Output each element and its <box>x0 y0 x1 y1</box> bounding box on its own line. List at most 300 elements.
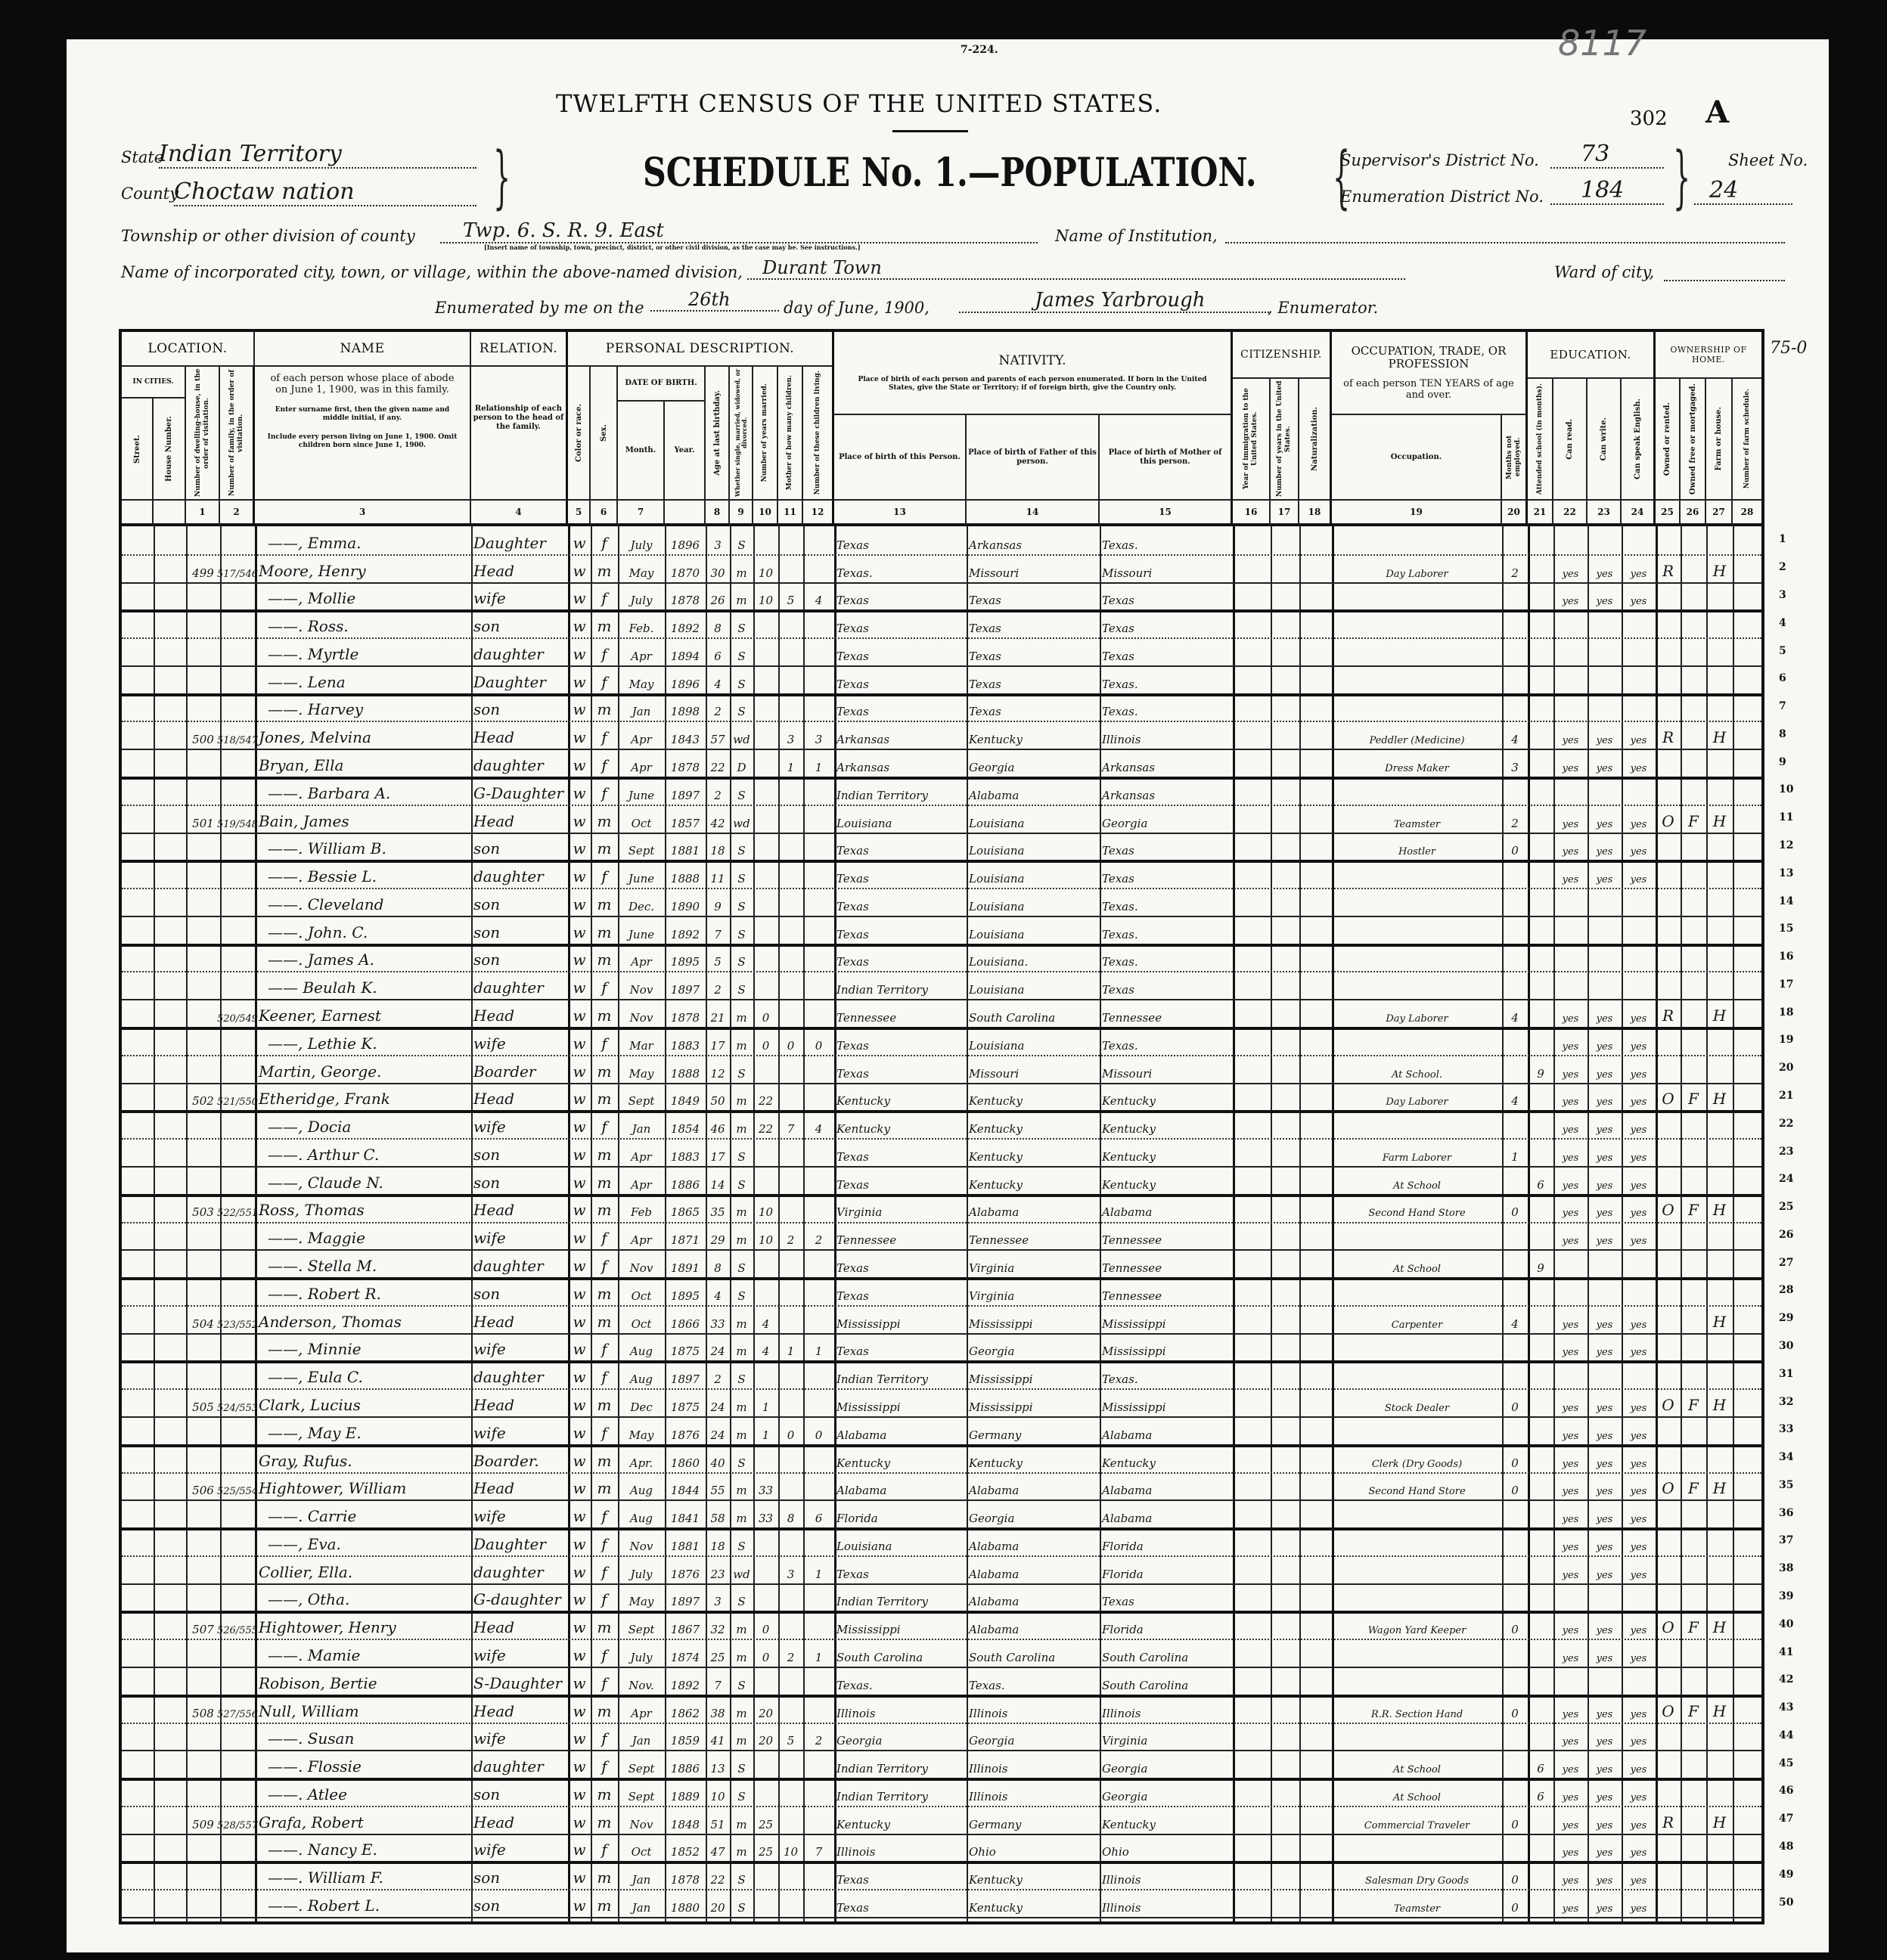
cell-mc: 10 <box>783 1845 799 1859</box>
header-name: NAME <box>255 332 471 367</box>
cell-rel: daughter <box>473 1562 544 1581</box>
enumerated-day[interactable]: 26th <box>650 289 779 312</box>
row-number: 43 <box>1779 1701 1794 1714</box>
cell-mo: Apr <box>631 1177 652 1192</box>
cell-ms: m <box>736 1122 747 1137</box>
cell-own: O <box>1662 1479 1674 1498</box>
cell-mo: Apr <box>631 649 652 663</box>
cell-sch <box>1530 1305 1551 1333</box>
cell-wr <box>1590 1249 1619 1277</box>
ward-label: Ward of city, <box>1554 263 1655 281</box>
cell-bf: Alabama <box>969 1623 1020 1637</box>
cell-bp: Texas <box>836 1344 869 1359</box>
cell-mc <box>781 833 801 861</box>
column-number: 17 <box>1271 501 1299 526</box>
state-field[interactable]: Indian Territory <box>159 141 476 169</box>
cell-own <box>1658 1723 1678 1751</box>
column-divider <box>1681 526 1682 1921</box>
cell-fm <box>1683 1667 1704 1695</box>
header-years-in-us: Number of years in the United States. <box>1271 379 1299 501</box>
title-rule <box>892 130 968 132</box>
header-age: Age at last birthday. <box>706 367 730 501</box>
cell-occ: Day Laborer <box>1386 568 1448 580</box>
township-field[interactable]: Twp. 6. S. R. 9. East <box>440 219 1038 243</box>
cell-mo: Jan <box>632 1873 651 1887</box>
ward-field[interactable] <box>1664 278 1785 281</box>
cell-ms: m <box>736 1706 747 1720</box>
cell-ms: m <box>736 1623 747 1637</box>
cell-own <box>1658 1305 1678 1333</box>
cell-mu <box>1504 916 1525 944</box>
cell-en: yes <box>1630 846 1647 858</box>
cell-wr <box>1590 944 1619 972</box>
cell-mo: June <box>628 927 655 941</box>
cell-mc: 1 <box>787 761 795 774</box>
cell-rd: yes <box>1562 1847 1579 1859</box>
cell-rd: yes <box>1562 1486 1579 1498</box>
cell-sex: f <box>601 1562 607 1581</box>
cell-en: yes <box>1630 1652 1647 1664</box>
column-number: 6 <box>591 501 618 526</box>
cell-fm <box>1683 999 1704 1027</box>
cell-sex: f <box>601 533 607 552</box>
cell-name: Bain, James <box>259 811 349 830</box>
cell-wr <box>1590 916 1619 944</box>
cell-mo: Jan <box>632 1122 651 1137</box>
cell-bf: Alabama <box>969 1484 1020 1498</box>
cell-rel: Daughter <box>473 1534 546 1553</box>
cell-rd: yes <box>1562 1347 1579 1359</box>
cell-rel: Head <box>473 561 515 580</box>
cell-fh <box>1709 1889 1730 1917</box>
cell-own: R <box>1662 1006 1674 1025</box>
row-number: 13 <box>1779 867 1794 879</box>
cell-fm <box>1683 1806 1704 1834</box>
header-owned-free: Owned free or mortgaged. <box>1681 379 1706 501</box>
cell-ym <box>756 526 776 554</box>
cell-own <box>1658 1499 1678 1527</box>
supervisor-field[interactable]: 73 <box>1550 141 1664 169</box>
cell-own <box>1658 944 1678 972</box>
cell-name: Keener, Earnest <box>259 1006 381 1025</box>
cell-cl <box>805 1611 832 1639</box>
cell-sch <box>1530 1222 1551 1250</box>
row-number: 34 <box>1779 1451 1794 1464</box>
cell-sch <box>1530 1388 1551 1416</box>
cell-mo: Apr. <box>629 1456 653 1470</box>
cell-mc <box>781 777 801 805</box>
cell-bm: Texas. <box>1102 955 1138 969</box>
cell-col: w <box>573 617 586 636</box>
cell-ym <box>756 1861 776 1889</box>
cell-bm: Texas. <box>1102 899 1138 913</box>
cell-bp: Louisiana <box>836 1539 892 1553</box>
row-number: 16 <box>1779 951 1794 963</box>
cell-ms: S <box>737 983 746 997</box>
cell-sex: f <box>601 1534 607 1553</box>
cell-mc <box>781 1055 801 1083</box>
cell-fm <box>1683 721 1704 749</box>
cell-cl <box>805 916 832 944</box>
cell-bm: Alabama <box>1102 1512 1153 1526</box>
row-number: 35 <box>1779 1478 1794 1491</box>
cell-rel: Head <box>473 1701 515 1720</box>
cell-bf: Mississippi <box>969 1400 1033 1414</box>
cell-mc <box>781 1444 801 1472</box>
cell-en: yes <box>1630 1486 1647 1498</box>
cell-age: 55 <box>710 1484 725 1498</box>
cell-ym <box>756 721 776 749</box>
cell-fam <box>222 1861 253 1889</box>
cell-rel: son <box>473 1785 501 1803</box>
cell-name: ——, Emma. <box>268 533 362 552</box>
cell-rd: yes <box>1562 1819 1579 1831</box>
sheet-field[interactable]: 24 <box>1694 177 1792 205</box>
cell-bf: Louisiana. <box>969 955 1029 969</box>
cell-rd: yes <box>1562 1152 1579 1164</box>
cell-cl <box>805 777 832 805</box>
cell-mo: May <box>628 1066 654 1081</box>
row-number: 2 <box>1779 561 1786 574</box>
cell-fm <box>1683 1055 1704 1083</box>
cell-ym: 10 <box>758 566 774 580</box>
cell-ym: 25 <box>758 1817 774 1831</box>
row-number: 17 <box>1779 978 1794 991</box>
row-number: 23 <box>1779 1145 1794 1158</box>
cell-ms: m <box>736 1428 747 1442</box>
row-number: 12 <box>1779 839 1794 851</box>
cell-fm <box>1683 1527 1704 1555</box>
cell-fh <box>1709 1639 1730 1667</box>
cell-name: ——, Eula C. <box>268 1368 363 1387</box>
page-number: 302 <box>1630 107 1668 130</box>
cell-yr: 1897 <box>670 983 700 997</box>
cell-fm <box>1683 1166 1704 1194</box>
column-number: 24 <box>1622 501 1656 526</box>
cell-ym <box>756 1555 776 1583</box>
cell-rel: Head <box>473 1479 515 1498</box>
cell-sex: f <box>601 1645 607 1664</box>
cell-age: 33 <box>710 1316 725 1331</box>
cell-name: Anderson, Thomas <box>259 1312 402 1331</box>
cell-rel: son <box>473 617 501 636</box>
row-number: 50 <box>1779 1896 1794 1909</box>
cell-ms: S <box>737 1289 746 1303</box>
column-number: 13 <box>834 501 967 526</box>
cell-own <box>1658 1277 1678 1305</box>
cell-cl <box>805 805 832 833</box>
cell-sex: m <box>597 1618 612 1637</box>
cell-cl <box>805 1083 832 1111</box>
cell-ym: 25 <box>758 1845 774 1859</box>
institution-field[interactable] <box>1225 240 1785 243</box>
cell-bm: South Carolina <box>1102 1650 1189 1664</box>
cell-ym <box>756 1583 776 1611</box>
cell-ms: m <box>736 1512 747 1526</box>
cell-fh <box>1709 777 1730 805</box>
cell-occ <box>1334 971 1500 999</box>
cell-age: 47 <box>710 1845 725 1859</box>
cell-fh: H <box>1712 1618 1727 1637</box>
cell-rel: daughter <box>473 644 544 663</box>
row-number: 44 <box>1779 1729 1794 1741</box>
cell-ym <box>756 1527 776 1555</box>
cell-fm <box>1683 1027 1704 1055</box>
cell-mc <box>781 805 801 833</box>
cell-col: w <box>573 1673 586 1692</box>
cell-wr: yes <box>1596 735 1613 747</box>
row-number: 24 <box>1779 1173 1794 1186</box>
row-number: 10 <box>1779 783 1794 796</box>
cell-occ <box>1334 1583 1500 1611</box>
cell-fh <box>1709 1750 1730 1778</box>
cell-mu <box>1504 860 1525 888</box>
cell-ms: m <box>736 1400 747 1414</box>
cell-bp: Tennessee <box>836 1233 897 1248</box>
cell-own <box>1658 1778 1678 1806</box>
cell-mu <box>1504 665 1525 693</box>
column-divider <box>1502 526 1504 1921</box>
cell-en: yes <box>1630 763 1647 774</box>
cell-occ: Hostler <box>1398 846 1436 858</box>
cell-bf: Texas <box>969 622 1001 636</box>
cell-name: Martin, George. <box>259 1062 382 1081</box>
cell-bm: Kentucky <box>1102 1094 1156 1109</box>
cell-mo: Dec <box>630 1400 653 1414</box>
cell-en: yes <box>1630 1514 1647 1526</box>
cell-bm: Texas <box>1102 594 1134 608</box>
cell-rel: Head <box>473 811 515 830</box>
right-close-brace: } <box>1673 138 1691 217</box>
cell-ms: S <box>737 1149 746 1164</box>
cell-bf: Louisiana <box>969 927 1025 941</box>
cell-sch: 6 <box>1537 1762 1544 1776</box>
cell-fam: 517/546 <box>217 568 259 580</box>
cell-fm <box>1683 1416 1704 1444</box>
cell-sch <box>1530 777 1551 805</box>
cell-mo: Apr <box>631 761 652 774</box>
cell-bp: Indian Territory <box>836 1372 928 1387</box>
cell-wr: yes <box>1596 1319 1613 1331</box>
cell-fam <box>222 1583 253 1611</box>
cell-fh: H <box>1712 1395 1727 1414</box>
cell-yr: 1892 <box>670 1678 700 1692</box>
cell-ms: m <box>736 1094 747 1109</box>
column-number: 22 <box>1553 501 1588 526</box>
row-number: 41 <box>1779 1645 1794 1658</box>
cell-dw <box>188 1166 218 1194</box>
cell-ym <box>756 749 776 777</box>
cell-sex: f <box>601 728 607 747</box>
cell-fh <box>1709 582 1730 610</box>
cell-fam: 520/549 <box>217 1013 259 1025</box>
column-number: 10 <box>753 501 778 526</box>
cell-name: ——, Eva. <box>268 1534 341 1553</box>
cell-cl <box>805 665 832 693</box>
cell-sch: 9 <box>1537 1066 1544 1081</box>
cell-en <box>1624 888 1653 916</box>
cell-ms: S <box>737 1539 746 1553</box>
cell-ms: wd <box>733 1567 750 1581</box>
cell-fh <box>1709 1360 1730 1388</box>
cell-mc <box>781 1194 801 1222</box>
cell-dw <box>188 971 218 999</box>
cell-age: 24 <box>710 1400 725 1414</box>
cell-mu <box>1504 1667 1525 1695</box>
cell-occ: Second Hand Store <box>1368 1208 1466 1220</box>
cell-sex: m <box>597 1145 612 1164</box>
cell-name: ——. Stella M. <box>268 1257 377 1276</box>
cell-bf: Kentucky <box>969 1122 1023 1137</box>
cell-sex: m <box>597 1006 612 1025</box>
row-number: 49 <box>1779 1868 1794 1881</box>
cell-dw <box>188 1889 218 1917</box>
cell-col: w <box>573 1006 586 1025</box>
cell-age: 3 <box>714 538 722 552</box>
cell-rd: yes <box>1562 1736 1579 1748</box>
city-field[interactable]: Durant Town <box>747 257 1405 280</box>
cell-bf: Missouri <box>969 1066 1020 1081</box>
cell-mc <box>781 526 801 554</box>
sheet-letter: A <box>1705 95 1730 130</box>
cell-en <box>1624 526 1653 554</box>
cell-mc <box>781 1750 801 1778</box>
cell-cl <box>805 609 832 637</box>
cell-mu: 4 <box>1511 1011 1519 1025</box>
cell-occ <box>1334 1527 1500 1555</box>
cell-ym <box>756 609 776 637</box>
cell-fm <box>1683 1138 1704 1166</box>
cell-bf: Louisiana <box>969 899 1025 913</box>
cell-ym: 0 <box>762 1038 770 1053</box>
cell-rel: Head <box>473 728 515 747</box>
cell-rel: wife <box>473 1423 506 1442</box>
cell-bf: Tennessee <box>969 1233 1029 1248</box>
cell-fam <box>222 1027 253 1055</box>
cell-fh: H <box>1712 561 1727 580</box>
cell-fh <box>1709 1277 1730 1305</box>
cell-fam <box>222 1444 253 1472</box>
cell-age: 30 <box>710 566 725 580</box>
enumeration-field[interactable]: 184 <box>1550 177 1664 205</box>
cell-en <box>1624 777 1653 805</box>
cell-fam <box>222 1222 253 1250</box>
cell-name: Hightower, William <box>259 1479 407 1498</box>
cell-ym <box>756 1138 776 1166</box>
cell-col: w <box>573 895 586 913</box>
cell-yr: 1878 <box>670 1873 700 1887</box>
cell-rd <box>1556 609 1585 637</box>
cell-occ: At School <box>1393 1791 1441 1803</box>
cell-name: ——. Myrtle <box>268 644 359 663</box>
cell-name: Robison, Bertie <box>259 1673 377 1692</box>
cell-sex: f <box>601 756 607 774</box>
cell-name: ——, Otha. <box>268 1590 350 1609</box>
cell-occ <box>1334 665 1500 693</box>
cell-wr <box>1590 1583 1619 1611</box>
cell-en <box>1624 1249 1653 1277</box>
cell-ym: 22 <box>758 1094 774 1109</box>
cell-own <box>1658 860 1678 888</box>
enumerator-name[interactable]: James Yarbrough <box>959 289 1269 313</box>
cell-en: yes <box>1630 735 1647 747</box>
cell-rd <box>1556 916 1585 944</box>
cell-en: yes <box>1630 1347 1647 1359</box>
cell-cl <box>805 1249 832 1277</box>
cell-dw <box>188 526 218 554</box>
cell-mo: Sept <box>628 1623 655 1637</box>
cell-sch <box>1530 1333 1551 1361</box>
cell-dw <box>188 1861 218 1889</box>
cell-bf: Louisiana <box>969 844 1025 858</box>
cell-ym: 0 <box>762 1011 770 1025</box>
cell-col: w <box>573 923 586 941</box>
cell-dw <box>188 1667 218 1695</box>
enumerated-middle: day of June, 1900, <box>784 299 930 317</box>
column-number: 21 <box>1528 501 1553 526</box>
column-divider <box>1271 526 1272 1921</box>
cell-rd: yes <box>1562 1652 1579 1664</box>
cell-col: w <box>573 1368 586 1387</box>
cell-mo: Aug <box>629 1372 653 1387</box>
cell-cl <box>805 1472 832 1500</box>
cell-age: 4 <box>714 677 722 691</box>
cell-mo: June <box>628 872 655 886</box>
cell-cl: 2 <box>815 1233 823 1248</box>
cell-mu <box>1504 1583 1525 1611</box>
cell-rd: yes <box>1562 1458 1579 1470</box>
cell-bp: Texas. <box>836 1678 873 1692</box>
cell-name: ——. Flossie <box>268 1757 362 1776</box>
cell-col: w <box>573 1118 586 1137</box>
cell-occ <box>1334 582 1500 610</box>
cell-wr: yes <box>1596 1875 1613 1887</box>
cell-mo: Feb. <box>628 622 654 636</box>
cell-yr: 1895 <box>670 1289 700 1303</box>
cell-mu <box>1504 1027 1525 1055</box>
cell-wr: yes <box>1596 1652 1613 1664</box>
cell-bm: Texas. <box>1102 1038 1138 1053</box>
row-number: 42 <box>1779 1673 1794 1686</box>
cell-en <box>1624 1583 1653 1611</box>
cell-sch <box>1530 944 1551 972</box>
cell-cl: 1 <box>815 761 823 774</box>
city-label: Name of incorporated city, town, or village, within the above-named division, <box>121 263 743 281</box>
cell-mu <box>1504 693 1525 721</box>
cell-fam <box>222 1333 253 1361</box>
cell-mo: Oct <box>631 1289 652 1303</box>
cell-fam <box>222 637 253 665</box>
cell-bm: Illinois <box>1102 1706 1141 1720</box>
column-divider <box>154 526 155 1921</box>
cell-mc <box>781 860 801 888</box>
cell-cl <box>805 1750 832 1778</box>
cell-fam <box>222 916 253 944</box>
cell-cl <box>805 1583 832 1611</box>
cell-mu: 0 <box>1511 1400 1519 1414</box>
row-number: 11 <box>1779 811 1794 824</box>
county-field[interactable]: Choctaw nation <box>174 178 476 206</box>
cell-bm: Texas. <box>1102 538 1138 552</box>
cell-fh <box>1709 1834 1730 1862</box>
cell-fam: 526/555 <box>217 1625 259 1637</box>
form-number: 7-224. <box>961 44 998 56</box>
cell-rd: yes <box>1562 1569 1579 1581</box>
cell-bm: South Carolina <box>1102 1678 1189 1692</box>
cell-rel: wife <box>473 1841 506 1859</box>
cell-bm: Florida <box>1102 1539 1144 1553</box>
cell-name: ——. James A. <box>268 951 374 969</box>
